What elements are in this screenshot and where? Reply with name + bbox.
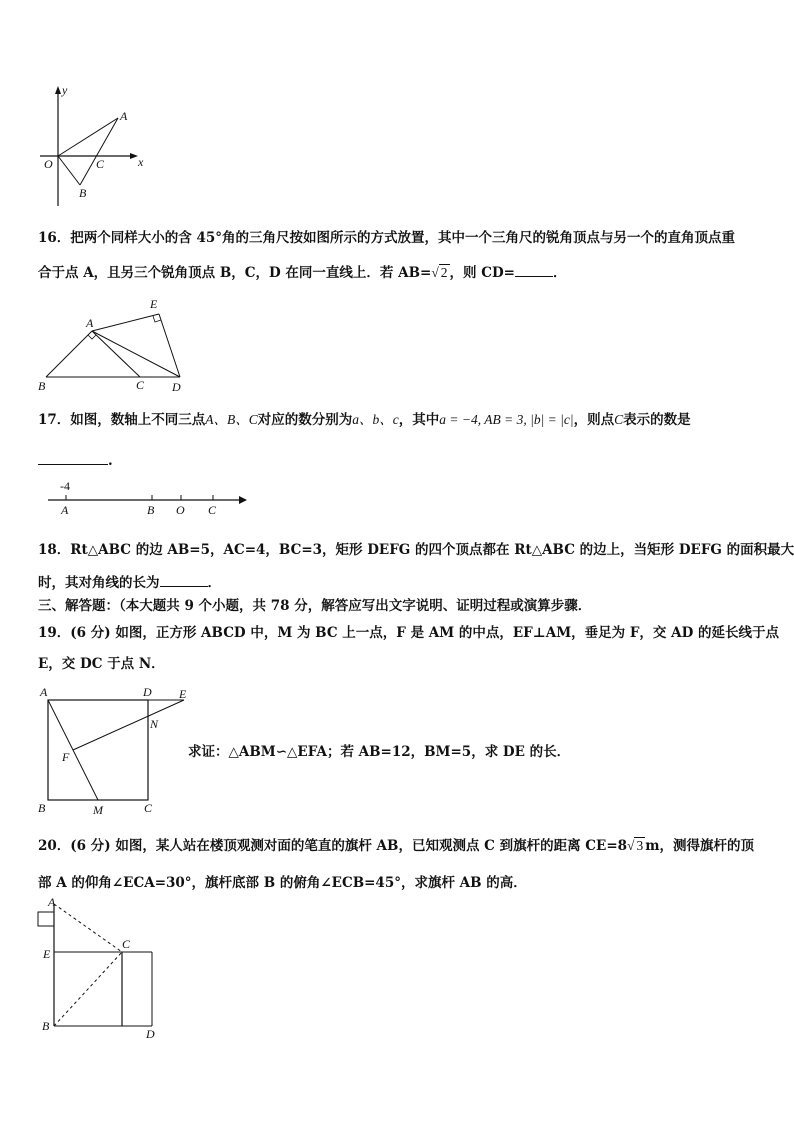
fig15-label-c: C [96,157,105,171]
fig20-label-e: E [43,947,51,961]
q20-line1: 20．(6 分) 如图，某人站在楼顶观测对面的笔直的旗杆 AB，已知观测点 C 到旗杆的距离 CE=8√ 3 m，测得旗杆的顶 [38,838,754,854]
q17-point-c: C [614,412,624,427]
q19-line1: 19．(6 分) 如图，正方形 ABCD 中，M 为 BC 上一点，F 是 AM 的中点，EF⊥AM，垂足为 F，交 AD 的延长线于点 [38,625,780,641]
fig20-label-a: A [48,896,56,909]
fig19-label-n: N [150,717,159,731]
fig19-label-m: M [93,803,103,817]
q16-answer-blank[interactable] [515,262,553,277]
fig20-label-d: D [146,1027,155,1041]
fig17-tick-value: -4 [60,479,70,493]
figure-q19 [30,682,200,817]
figure-q16 [32,296,202,396]
fig16-label-b: B [38,379,46,393]
figure-q20 [30,896,170,1041]
fig20-label-b: B [42,1019,50,1033]
q17-answer-blank[interactable] [38,450,108,465]
fig19-label-e: E [179,687,187,701]
fig17-label-c: C [208,503,217,517]
q16-line1: 16．把两个同样大小的含 45°角的三角尺按如图所示的方式放置，其中一个三角尺的锐角顶点与另一个的直角顶点重 [38,230,736,246]
fig15-label-y: y [62,83,68,97]
q17-line1: 17．如图，数轴上不同三点A、B、C对应的数分别为a、b、c，其中a = −4, AB = 3, |b| = |c|，则点C表示的数是 [38,412,691,428]
fig17-label-a: A [61,503,69,517]
fig15-label-x: x [138,155,144,169]
q20-line2: 部 A 的仰角∠ECA=30°，旗杆底部 B 的俯角∠ECB=45°，求旗杆 AB 的高． [38,875,527,891]
fig19-label-a: A [40,685,48,699]
section-3-heading: 三、解答题：（本大题共 9 个小题，共 78 分，解答应写出文字说明、证明过程或演算步骤． [38,598,592,614]
q16-line2-a: 合于点 A，且另三个锐角顶点 B，C，D 在同一直线上．若 AB= [38,265,432,281]
q17-line2: . [38,450,113,471]
q19-line2: E，交 DC 于点 N． [38,656,165,672]
fig16-label-a: A [86,316,94,330]
q16-line2: 合于点 A，且另三个锐角顶点 B，C，D 在同一直线上．若 AB=√ 2 ，则 CD= ． [38,262,566,283]
figure-q15 [30,80,160,210]
figure-q17-number-line [40,478,255,518]
q18-line2: 时，其对角线的长为 ． [38,572,221,593]
fig16-label-e: E [150,297,158,311]
q17-points: A、B、C [205,412,258,427]
q17-vars: a、b、c [352,412,399,427]
q19-prove-text: 求证：△ABM∽△EFA；若 AB=12，BM=5，求 DE 的长． [188,744,571,760]
fig20-label-c: C [122,937,131,951]
q18-line1: 18．Rt△ABC 的边 AB=5，AC=4，BC=3，矩形 DEFG 的四个顶点都在 Rt△ABC 的边上，当矩形 DEFG 的面积最大 [38,542,794,558]
fig17-label-o: O [176,503,185,517]
q20-sqrt: √ 3 [627,838,644,853]
fig16-label-d: D [172,380,181,394]
q16-sqrt: √ 2 [431,265,448,280]
fig19-label-c: C [144,801,153,815]
fig15-label-a: A [120,109,128,123]
fig19-label-b: B [38,801,46,815]
fig19-label-f: F [62,750,70,764]
fig15-label-o: O [44,157,53,171]
fig15-label-b: B [79,186,87,200]
q17-condition: a = −4, AB = 3, |b| = |c| [439,412,574,427]
fig19-label-d: D [143,685,152,699]
q18-answer-blank[interactable] [160,572,208,587]
q16-line2-b: ，则 CD= [449,265,515,281]
fig17-label-b: B [147,503,155,517]
fig16-label-c: C [136,378,145,392]
